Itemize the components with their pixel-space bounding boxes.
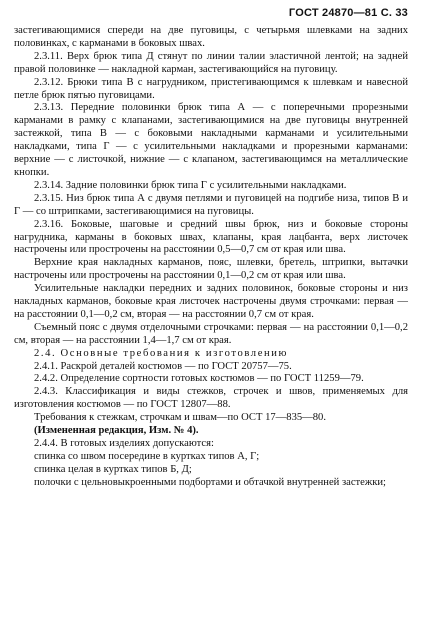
clause-2-3-11: 2.3.11. Верх брюк типа Д стянут по линии талии эластичной лентой; на задней правой половинке — накладной карман, застегивающийся на пуговицу. [14,50,408,75]
clause-2-4-2: 2.4.2. Определение сортности готовых костюмов — по ГОСТ 11259—79. [34,373,364,385]
clause-2-3-13: 2.3.13. Передние половинки брюк типа А — с поперечными прорезными карманами в рамку с клапанами, застегивающимися на две пуговицы внутренней застежкой, типа В — с боковыми накладными карманами и усилительными накладками, типа Г — с усилительными накладками и прорезными карманами: верхние — с листочкой, нижние — с клапаном, застегивающимся на металлические кнопки. [14,102,408,178]
amendment-note: (Измененная редакция, Изм. № 4). [34,425,199,437]
clause-2-4-3: 2.4.3. Классификация и виды стежков, строчек и швов, применяемых для изготовления костюмов — по ГОСТ 12807—88. [14,386,408,411]
clause-2-4-4: 2.4.4. В готовых изделиях допускаются: [34,438,214,449]
clause-2-3-16: 2.3.16. Боковые, шаговые и средний швы брюк, низ и боковые стороны нагрудника, карманы в боковых швах, клапаны, края лацбанта, верх листочек настрочены или прострочены на расстоянии 0,5—0,7 см от края или шва. [14,218,408,256]
clause-2-3-15: 2.3.15. Низ брюк типа А с двумя петлями и пуговицей на подгибе низа, типов В и Г — со штрипками, застегивающимися на пуговицы. [14,192,408,217]
page-header: ГОСТ 24870—81 С. 33 [288,7,408,19]
list-item-back-whole: спинка целая в куртках типов Б, Д; [34,463,192,475]
section-heading-2-4: 2.4. Основные требования к изготовлению [34,347,289,359]
paragraph-reinforcements: Усилительные накладки передних и задних половинок, боковые стороны и низ накладных карманов, боковые края листочек настрочены двумя строчками: первая — на расстоянии 0,1—0,2 см, вторая — на расстоянии 0,7 см от края. [14,283,408,320]
list-item-fronts: полочки с цельновыкроенными подбортами и обтачкой внутренней застежки; [34,476,386,488]
paragraph-continuation: застегивающимися спереди на две пуговицы, с четырьмя шлевками на задних половинках, с карманами в боковых швах. [14,25,408,49]
paragraph-top-edges: Верхние края накладных карманов, пояс, шлевки, бретель, штрипки, вытачки настрочены или прострочены на расстоянии 0,1—0,2 см от края или шва. [14,257,408,282]
clause-2-4-1: 2.4.1. Раскрой деталей костюмов — по ГОСТ 20757—75. [34,360,292,372]
paragraph-removable-belt: Съемный пояс с двумя отделочными строчками: первая — на расстоянии 0,1—0,2 см, вторая — на расстоянии 1,4—1,7 см от края. [14,321,408,346]
paragraph-stitch-requirements: Требования к стежкам, строчкам и швам—по ОСТ 17—835—80. [34,412,326,424]
list-item-back-seam: спинка со швом посередине в куртках типов А, Г; [34,450,260,462]
clause-2-3-12: 2.3.12. Брюки типа В с нагрудником, пристегивающимся к шлевкам и навесной петле брюк пятью пуговицами. [14,76,408,101]
document-body [14,25,408,490]
clause-2-3-14: 2.3.14. Задние половинки брюк типа Г с усилительными накладками. [34,179,347,191]
